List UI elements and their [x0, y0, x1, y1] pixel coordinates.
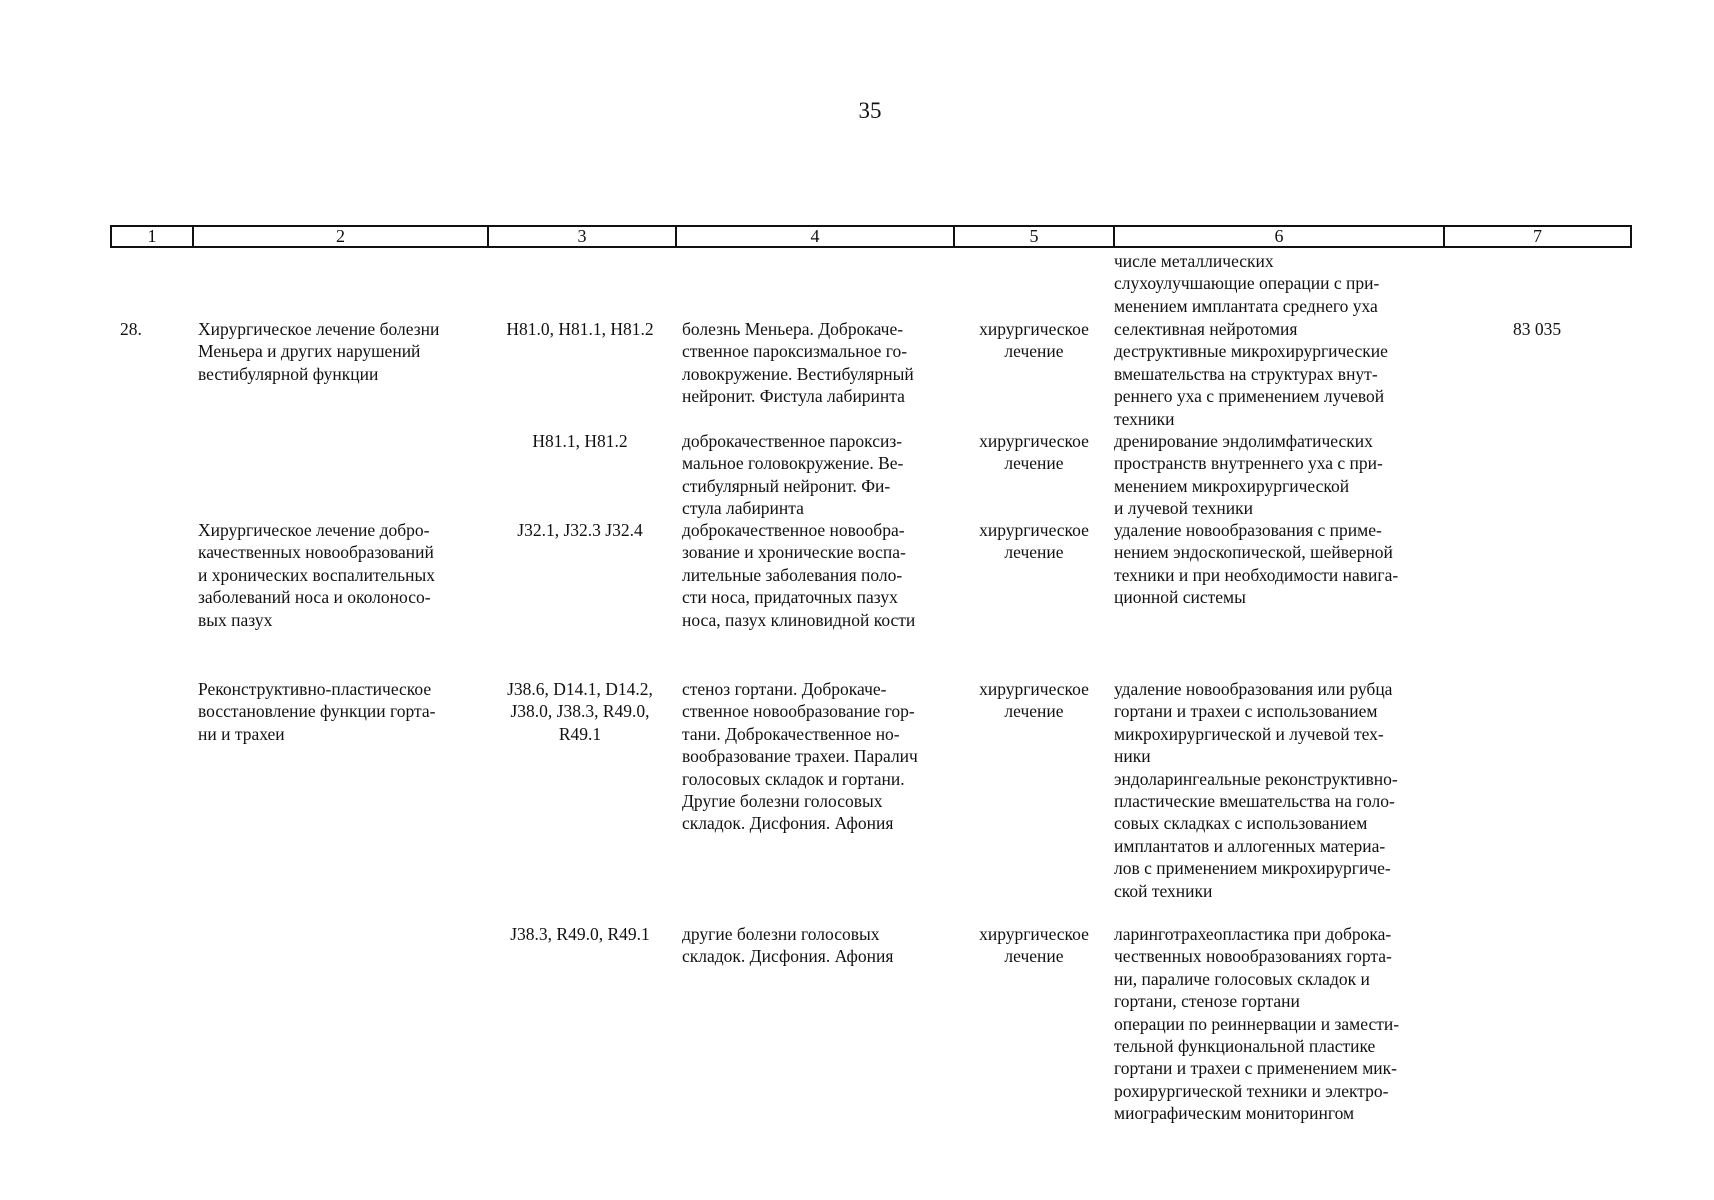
- treatment-methods-voice: ларинготрахеопластика при доброка- чественных новообразованиях горта- ни, параличе голосовых складок и гортани, стенозе гортани операции по реиннервации и замести- тельной функциональной пластике гортани и трахеи с применением мик- рохирургической техники и электро- миографическим мониторингом: [1114, 924, 1400, 1124]
- treatment-type-nasal: хирургическое лечение: [979, 520, 1089, 563]
- patient-model-nasal: доброкачественное новообра- зование и хронические воспа- лительные заболевания поло- сти носа, придаточных пазух носа, пазух клиновидной кости: [682, 520, 916, 630]
- icd-codes-vertigo: H81.1, H81.2: [532, 431, 628, 451]
- treatment-type-vertigo: хирургическое лечение: [979, 431, 1089, 474]
- row-number: 28.: [120, 319, 142, 339]
- patient-model-vertigo: доброкачественное пароксиз- мальное головокружение. Ве- стибулярный нейронит. Фи- стула лабиринта: [682, 431, 904, 519]
- icd-codes-voice: J38.3, R49.0, R49.1: [510, 924, 650, 944]
- procedure-name-meniere: Хирургическое лечение болезни Меньера и других нарушений вестибулярной функции: [198, 319, 440, 384]
- treatment-type-voice: хирургическое лечение: [979, 924, 1089, 967]
- column-header-7: 7: [1533, 226, 1542, 246]
- treatment-methods-nasal: удаление новообразования с приме- нением эндоскопической, шейверной техники и при необходимости навига- ционной системы: [1114, 520, 1399, 608]
- column-header-5: 5: [955, 227, 1115, 246]
- patient-model-voice: другие болезни голосовых складок. Дисфония. Афония: [682, 924, 894, 967]
- treatment-methods-larynx: удаление новообразования или рубца гортани и трахеи с использованием микрохирургической и лучевой тех- ники эндоларингеальные реконструктивно- пластические вмешательства на голо- совых складках с использованием имплантатов и аллогенных материа- лов с применением микрохирургиче- ской техники: [1114, 679, 1398, 901]
- column-header-1: 1: [112, 227, 194, 246]
- icd-codes-meniere: H81.0, H81.1, H81.2: [506, 319, 654, 339]
- treatment-type-larynx: хирургическое лечение: [979, 679, 1089, 722]
- column-header-2: 2: [194, 227, 489, 246]
- patient-model-meniere: болезнь Меньера. Доброкаче- ственное пароксизмальное го- ловокружение. Вестибулярный нейронит. Фистула лабиринта: [682, 319, 914, 407]
- row-cost: 83 035: [1512, 319, 1562, 339]
- treatment-type-meniere: хирургическое лечение: [979, 319, 1089, 362]
- icd-codes-larynx: J38.6, D14.1, D14.2, J38.0, J38.3, R49.0, R49.1: [507, 679, 653, 744]
- treatment-methods-vertigo: дренирование эндолимфатических пространств внутреннего уха с при- менением микрохирургической и лучевой техники: [1114, 431, 1383, 519]
- column-header-3: 3: [489, 227, 677, 246]
- patient-model-larynx: стеноз гортани. Доброкаче- ственное новообразование гор- тани. Доброкачественное но- вообразование трахеи. Паралич голосовых складок и гортани. Другие болезни голосовых складок. Дисфония. Афония: [682, 679, 918, 834]
- procedure-name-nasal: Хирургическое лечение добро- качественных новообразований и хронических воспалительных заболеваний носа и околоносо- вых пазух: [198, 520, 435, 630]
- column-header-4: 4: [677, 227, 955, 246]
- page-number: 35: [858, 98, 882, 123]
- continuation-methods: числе металлических слухоулучшающие операции с при- менением имплантата среднего уха: [1114, 251, 1380, 316]
- column-header-6: 6: [1115, 227, 1445, 246]
- treatment-methods-meniere: селективная нейротомия деструктивные микрохирургические вмешательства на структурах внут- реннего уха с применением лучевой техники: [1114, 319, 1388, 429]
- icd-codes-nasal: J32.1, J32.3 J32.4: [517, 520, 643, 540]
- procedure-name-larynx: Реконструктивно-пластическое восстановление функции горта- ни и трахеи: [198, 679, 436, 744]
- column-number-header: [110, 225, 1632, 248]
